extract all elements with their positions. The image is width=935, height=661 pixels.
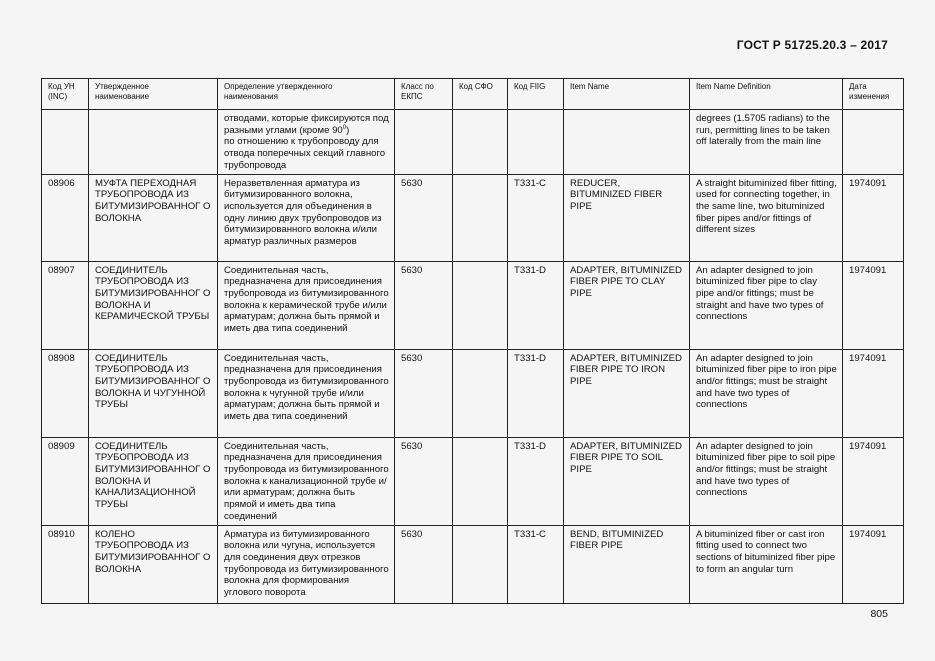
col-header-definition: Определение утвержденного наименования bbox=[218, 79, 395, 110]
cell-inc bbox=[42, 110, 89, 175]
cell-fiig: T331-D bbox=[508, 349, 564, 437]
col-header-fiig: Код FIIG bbox=[508, 79, 564, 110]
cell-item-name-definition: An adapter designed to join bituminized fiber pipe to clay pipe and/or fittings; must be straight and have two types of connections bbox=[690, 261, 843, 349]
table-header-row bbox=[42, 79, 904, 110]
document-code: ГОСТ Р 51725.20.3 – 2017 bbox=[736, 38, 888, 52]
cell-class bbox=[395, 110, 453, 175]
cell-definition: Соединительная часть, предназначена для присоединения трубопровода из битумизированного волокна к керамической трубе и/или арматурам; должна быть прямой и иметь два типа соединений bbox=[218, 261, 395, 349]
table-row bbox=[42, 349, 904, 437]
cell-inc: 08908 bbox=[42, 349, 89, 437]
cell-item-name: BEND, BITUMINIZED FIBER PIPE bbox=[564, 525, 690, 603]
cell-class: 5630 bbox=[395, 525, 453, 603]
table-row bbox=[42, 261, 904, 349]
table-row bbox=[42, 174, 904, 261]
cell-date: 1974091 bbox=[843, 174, 904, 261]
cell-fiig: T331-D bbox=[508, 437, 564, 525]
cell-date: 1974091 bbox=[843, 261, 904, 349]
cell-name: КОЛЕНО ТРУБОПРОВОДА ИЗ БИТУМИЗИРОВАННОГ О ВОЛОКНА bbox=[89, 525, 218, 603]
cell-name bbox=[89, 110, 218, 175]
cell-inc: 08909 bbox=[42, 437, 89, 525]
cell-class: 5630 bbox=[395, 349, 453, 437]
table-row bbox=[42, 525, 904, 603]
cell-item-name-definition: A bituminized fiber or cast iron fitting used to connect two sections of bituminized fiber pipe to form an angular turn bbox=[690, 525, 843, 603]
continuation-definition-text-end: ) по отношению к трубопроводу для отвода поперечных секций главного трубопровода bbox=[224, 124, 386, 171]
cell-inc: 08910 bbox=[42, 525, 89, 603]
cell-fiig: T331-D bbox=[508, 261, 564, 349]
cell-fiig: T331-C bbox=[508, 525, 564, 603]
degree-superscript: 0 bbox=[342, 124, 347, 131]
cell-item-name: ADAPTER, BITUMINIZED FIBER PIPE TO IRON PIPE bbox=[564, 349, 690, 437]
col-header-sfo: Код СФО bbox=[453, 79, 508, 110]
cell-inc: 08907 bbox=[42, 261, 89, 349]
cell-date: 1974091 bbox=[843, 525, 904, 603]
col-header-item-name-definition: Item Name Definition bbox=[690, 79, 843, 110]
cell-sfo bbox=[453, 437, 508, 525]
cell-name: СОЕДИНИТЕЛЬ ТРУБОПРОВОДА ИЗ БИТУМИЗИРОВАННОГ О ВОЛОКНА И КАНАЛИЗАЦИОННОЙ ТРУБЫ bbox=[89, 437, 218, 525]
cell-sfo bbox=[453, 525, 508, 603]
cell-definition: Соединительная часть, предназначена для присоединения трубопровода из битумизированного волокна к чугунной трубе и/или арматурам; должна быть прямой и иметь два типа соединений bbox=[218, 349, 395, 437]
cell-date: 1974091 bbox=[843, 437, 904, 525]
continuation-definition-text: отводами, которые фиксируются под разными углами (кроме 90 bbox=[224, 113, 389, 136]
cell-fiig: T331-C bbox=[508, 174, 564, 261]
col-header-item-name: Item Name bbox=[564, 79, 690, 110]
page-number: 805 bbox=[870, 608, 888, 620]
cell-sfo bbox=[453, 110, 508, 175]
cell-date bbox=[843, 110, 904, 175]
cell-name: МУФТА ПЕРЕХОДНАЯ ТРУБОПРОВОДА ИЗ БИТУМИЗИРОВАННОГ О ВОЛОКНА bbox=[89, 174, 218, 261]
col-header-inc: Код УН (INC) bbox=[42, 79, 89, 110]
cell-item-name-definition: A straight bituminized fiber fitting, used for connecting together, in the same line, two bituminized fiber pipes and/or fittings of different sizes bbox=[690, 174, 843, 261]
cell-name: СОЕДИНИТЕЛЬ ТРУБОПРОВОДА ИЗ БИТУМИЗИРОВАННОГ О ВОЛОКНА И КЕРАМИЧЕСКОЙ ТРУБЫ bbox=[89, 261, 218, 349]
cell-definition: Арматура из битумизированного волокна или чугуна, используется для соединения двух отрезков трубопровода из битумизированного волокна для формирования углового поворота bbox=[218, 525, 395, 603]
cell-class: 5630 bbox=[395, 261, 453, 349]
cell-item-name-definition: An adapter designed to join bituminized fiber pipe to soil pipe and/or fittings; must be straight and have two types of connections bbox=[690, 437, 843, 525]
col-header-approved-name: Утвержденное наименование bbox=[89, 79, 218, 110]
cell-sfo bbox=[453, 261, 508, 349]
cell-date: 1974091 bbox=[843, 349, 904, 437]
cell-item-name: ADAPTER, BITUMINIZED FIBER PIPE TO SOIL PIPE bbox=[564, 437, 690, 525]
cell-fiig bbox=[508, 110, 564, 175]
cell-item-name: REDUCER, BITUMINIZED FIBER PIPE bbox=[564, 174, 690, 261]
col-header-class: Класс по ЕКПС bbox=[395, 79, 453, 110]
cell-definition bbox=[218, 110, 395, 175]
cell-class: 5630 bbox=[395, 437, 453, 525]
table-row-continuation bbox=[42, 110, 904, 175]
cell-item-name bbox=[564, 110, 690, 175]
cell-class: 5630 bbox=[395, 174, 453, 261]
table-row bbox=[42, 437, 904, 525]
cell-definition: Неразветвленная арматура из битумизированного волокна, используется для объединения в одну линию двух трубопроводов из битумизированного волокна и/или арматур различных размеров bbox=[218, 174, 395, 261]
cell-sfo bbox=[453, 349, 508, 437]
col-header-date: Дата изменения bbox=[843, 79, 904, 110]
cell-item-name: ADAPTER, BITUMINIZED FIBER PIPE TO CLAY PIPE bbox=[564, 261, 690, 349]
cell-name: СОЕДИНИТЕЛЬ ТРУБОПРОВОДА ИЗ БИТУМИЗИРОВАННОГ О ВОЛОКНА И ЧУГУННОЙ ТРУБЫ bbox=[89, 349, 218, 437]
cell-definition: Соединительная часть, предназначена для присоединения трубопровода из битумизированного волокна к канализационной трубе и/или арматурам; должна быть прямой и иметь два типа соединений bbox=[218, 437, 395, 525]
cell-item-name-definition: An adapter designed to join bituminized fiber pipe to iron pipe and/or fittings; must be straight and have two types of connections bbox=[690, 349, 843, 437]
cell-item-name-definition: degrees (1.5705 radians) to the run, permitting lines to be taken off laterally from the main line bbox=[690, 110, 843, 175]
cell-sfo bbox=[453, 174, 508, 261]
cell-inc: 08906 bbox=[42, 174, 89, 261]
nomenclature-table bbox=[41, 78, 904, 604]
